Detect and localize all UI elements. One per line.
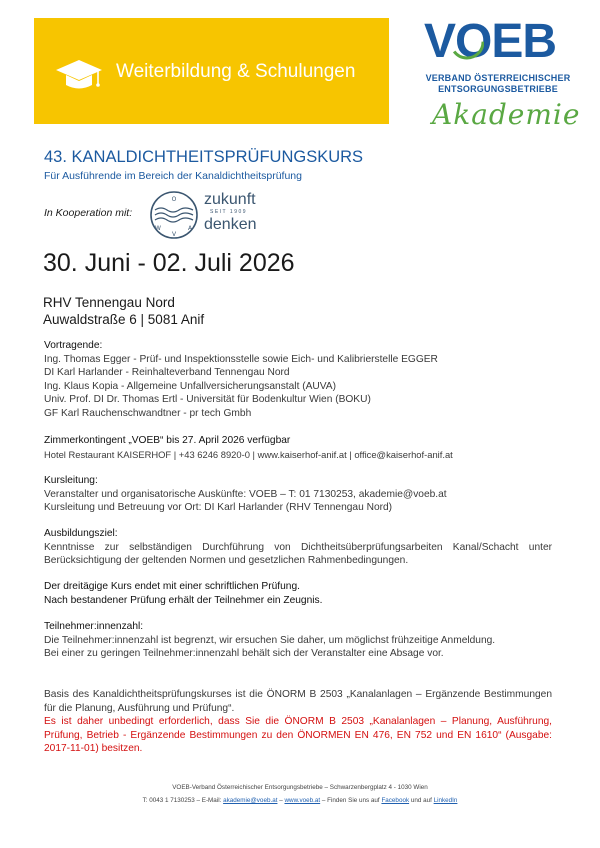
- footer-web-link[interactable]: www.voeb.at: [284, 797, 321, 804]
- zukunft-line1: zukunft: [204, 191, 256, 208]
- akademie-script: Akademie: [432, 98, 581, 131]
- ausbildungsziel-heading: Ausbildungsziel:: [44, 528, 118, 539]
- speaker-item: Univ. Prof. DI Dr. Thomas Ertl - Universität für Bodenkultur Wien (BOKU): [44, 394, 371, 406]
- hotel-heading: Zimmerkontingent „VOEB“ bis 27. April 2026 verfügbar: [44, 435, 291, 446]
- footer-separator: –: [277, 797, 285, 804]
- footer-contact: [0, 797, 600, 804]
- svg-text:W: W: [155, 225, 161, 232]
- footer-address: VOEB-Verband Österreichischer Entsorgungsbetriebe – Schwarzenbergplatz 4 - 1030 Wien: [172, 784, 428, 791]
- basis-section: [44, 688, 552, 756]
- course-date: 30. Juni - 02. Juli 2026: [43, 249, 295, 277]
- kursleitung-line1: Veranstalter und organisatorische Auskünfte: VOEB – T: 01 7130253, akademie@voeb.at: [44, 488, 447, 500]
- svg-text:A: A: [187, 225, 193, 232]
- voeb-wordmark: VOEB: [424, 15, 557, 68]
- banner-title: Weiterbildung & Schulungen: [116, 61, 356, 82]
- owav-logo-icon: [149, 190, 199, 240]
- speaker-item: Ing. Klaus Kopia - Allgemeine Unfallversicherungsanstalt (AUVA): [44, 380, 336, 392]
- voeb-logo[interactable]: [418, 15, 581, 138]
- venue-address: Auwaldstraße 6 | 5081 Anif: [43, 312, 205, 327]
- pruefung-line2: Nach bestandener Prüfung erhält der Teilnehmer ein Zeugnis.: [44, 594, 323, 606]
- ausbildungsziel-section: [44, 527, 552, 568]
- hotel-section: [44, 434, 453, 461]
- cooperation-label: In Kooperation mit:: [44, 207, 133, 219]
- footer-email-link[interactable]: akademie@voeb.at: [223, 797, 278, 804]
- kursleitung-section: [44, 474, 447, 515]
- footer-linkedin-link[interactable]: LinkedIn: [433, 797, 458, 804]
- svg-text:O: O: [171, 196, 177, 203]
- teilnehmer-line2: Bei einer zu geringen Teilnehmer:innenzahl behält sich der Veranstalter eine Absage vor.: [44, 648, 444, 660]
- zukunft-denken-logo: [204, 192, 257, 233]
- footer-find-us: – Finden Sie uns auf: [320, 797, 382, 804]
- teilnehmer-line1: Die Teilnehmer:innenzahl ist begrenzt, wir ersuchen Sie daher, um möglichst frühzeitige Anmeldung.: [44, 634, 496, 646]
- speakers-heading: Vortragende:: [44, 340, 103, 351]
- voeb-logo-line2: ENTSORGUNGSBETRIEBE: [438, 84, 558, 94]
- basis-text: Basis des Kanaldichtheitsprüfungskurses ist die ÖNORM B 2503 „Kanalanlagen – Ergänzende Bestimmungen für die Planung, Ausführung und Prüfung“.: [44, 689, 552, 714]
- voeb-swirl-icon: [450, 24, 484, 60]
- voeb-logo-line1: VERBAND ÖSTERREICHISCHER: [425, 73, 571, 83]
- footer-and: und auf: [409, 797, 434, 804]
- footer-phone: T: 0043 1 7130253 – E-Mail:: [142, 797, 224, 804]
- footer-facebook-link[interactable]: Facebook: [381, 797, 410, 804]
- speaker-item: Ing. Thomas Egger - Prüf- und Inspektionsstelle sowie Eich- und Kalibrierstelle EGGER: [44, 353, 438, 365]
- svg-text:V: V: [171, 231, 177, 238]
- kursleitung-heading: Kursleitung:: [44, 475, 98, 486]
- basis-warning: Es ist daher unbedingt erforderlich, dass Sie die ÖNORM B 2503 „Kanalanlagen – Planung, Ausführung, Prüfung, Betrieb - Ergänzende Bestimmungen zu den ÖNORMEN EN 476, EN 752 und EN 1610“ (Ausgabe: 2017-11-01) besitzen.: [44, 716, 552, 755]
- graduation-cap-icon: [54, 56, 104, 96]
- speaker-item: DI Karl Harlander - Reinhalteverband Tennengau Nord: [44, 367, 290, 379]
- speaker-item: GF Karl Rauchenschwandtner - pr tech Gmbh: [44, 407, 252, 419]
- pruefung-section: [44, 580, 322, 607]
- speakers-section: [44, 339, 438, 421]
- kursleitung-line2: Kursleitung und Betreuung vor Ort: DI Karl Harlander (RHV Tennengau Nord): [44, 502, 393, 514]
- zukunft-line2: SEIT 1909: [210, 209, 248, 215]
- course-title: 43. KANALDICHTHEITSPRÜFUNGSKURS: [44, 148, 364, 166]
- header-banner: [34, 18, 389, 124]
- hotel-details: Hotel Restaurant KAISERHOF | +43 6246 8920-0 | www.kaiserhof-anif.at | office@kaiserhof-anif.at: [44, 448, 453, 460]
- venue-name: RHV Tennengau Nord: [43, 295, 175, 310]
- teilnehmer-heading: Teilnehmer:innenzahl:: [44, 621, 144, 632]
- pruefung-line1: Der dreitägige Kurs endet mit einer schriftlichen Prüfung.: [44, 581, 300, 592]
- course-subtitle: Für Ausführende im Bereich der Kanaldichtheitsprüfung: [44, 170, 302, 182]
- ausbildungsziel-text: Kenntnisse zur selbständigen Durchführung von Dichtheitsüberprüfungsarbeiten Kanal/Schacht unter Berücksichtigung der geltenden Normen und gesetzlichen Rahmenbedingungen.: [44, 541, 552, 567]
- zukunft-line3: denken: [204, 216, 257, 233]
- teilnehmer-section: [44, 620, 495, 661]
